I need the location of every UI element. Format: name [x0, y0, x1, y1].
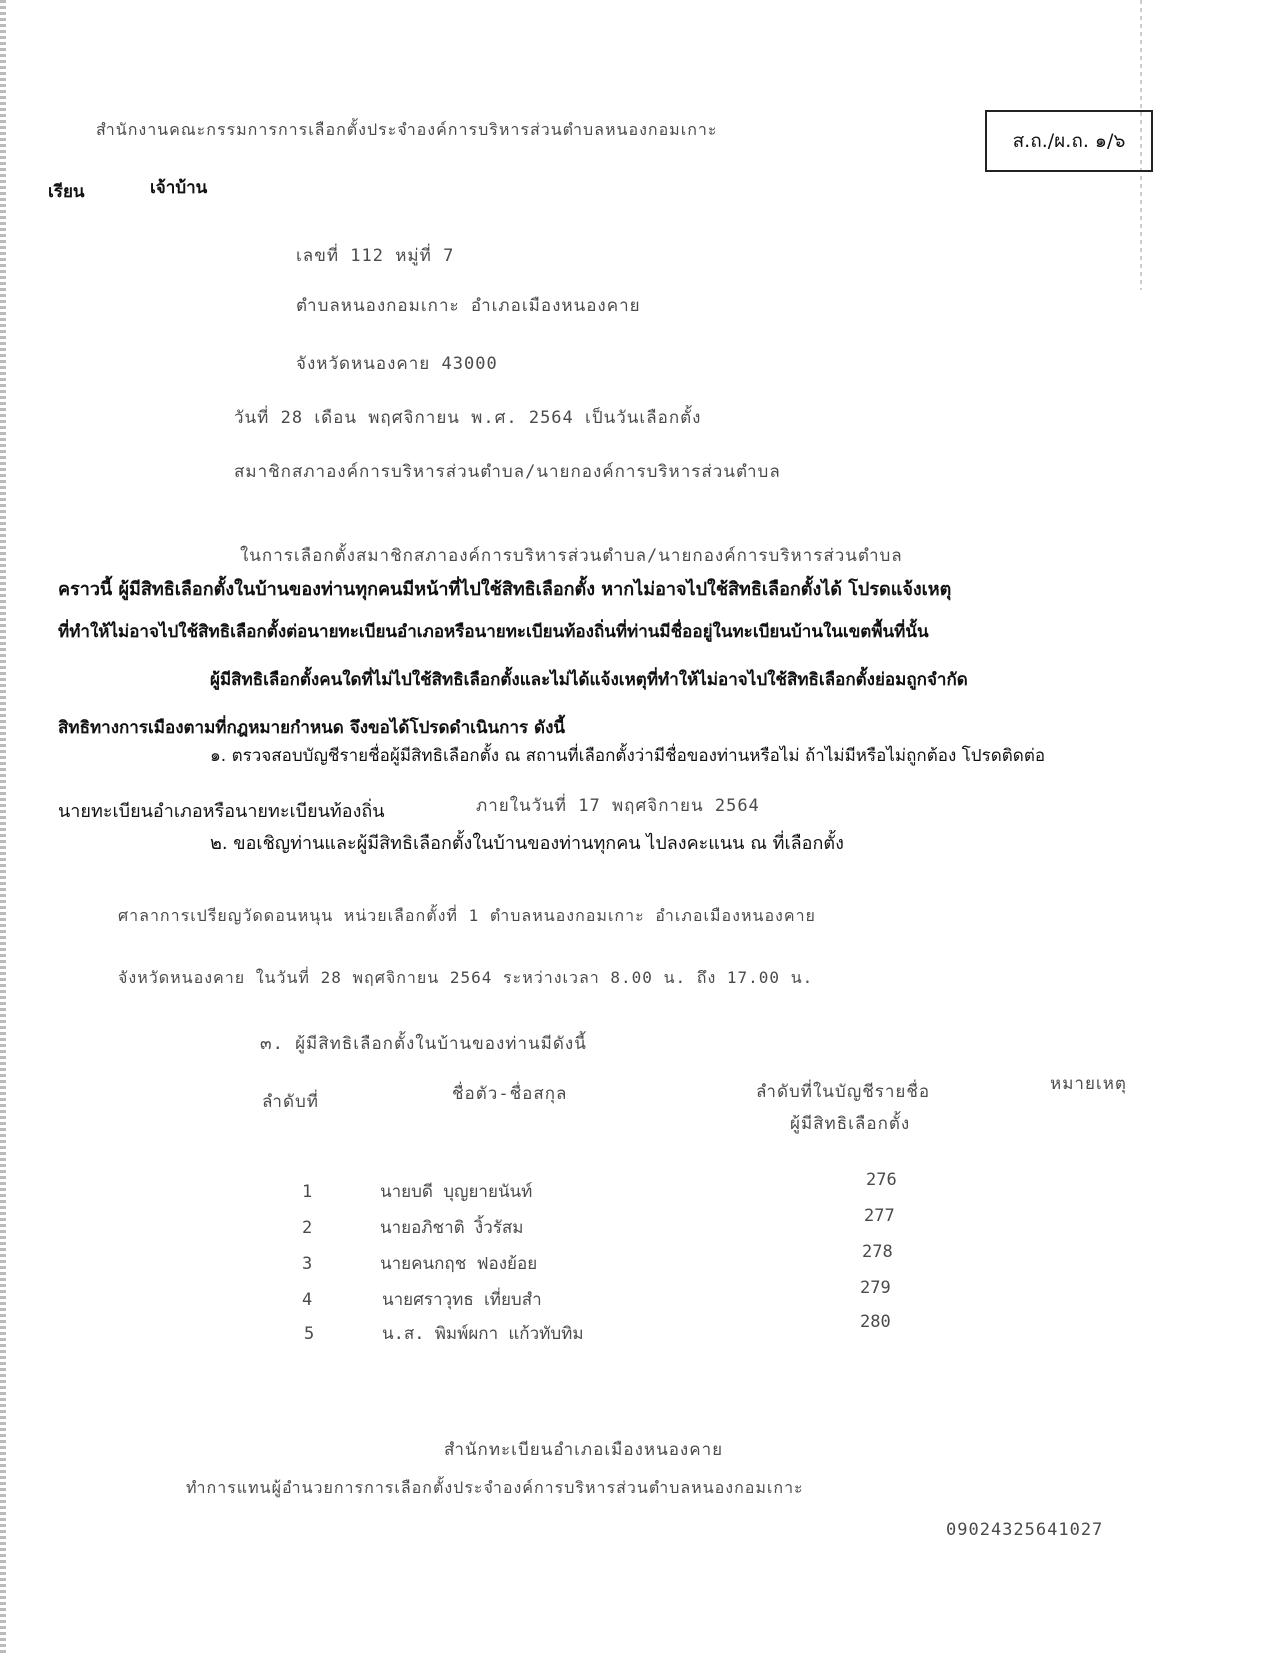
voter-row-number: 4 [302, 1290, 313, 1310]
col-header-no: ลำดับที่ [262, 1092, 320, 1112]
voter-row-number: 2 [302, 1218, 313, 1238]
item1-deadline: ภายในวันที่ 17 พฤศจิกายน 2564 [476, 796, 760, 816]
voter-row-name: นายคนกฤช ฟองย้อย [380, 1254, 538, 1274]
house-line: เลขที่ 112 หมู่ที่ 7 [296, 246, 455, 266]
body-p1-start: ในการเลือกตั้งสมาชิกสภาองค์การบริหารส่วนตำบล/นายกองค์การบริหารส่วนตำบล [240, 546, 903, 566]
voters-heading: ๓. ผู้มีสิทธิเลือกตั้งในบ้านของท่านมีดังนี้ [260, 1034, 587, 1054]
polling-line2: จังหวัดหนองคาย ในวันที่ 28 พฤศจิกายน 2564 ระหว่างเวลา 8.00 น. ถึง 17.00 น. [118, 968, 814, 987]
col-header-list-no-2: ผู้มีสิทธิเลือกตั้ง [790, 1114, 911, 1134]
election-type-line: สมาชิกสภาองค์การบริหารส่วนตำบล/นายกองค์การบริหารส่วนตำบล [234, 462, 781, 482]
voter-row-name: นายอภิชาติ งิ้วรัสม [380, 1218, 524, 1238]
polling-line1: ศาลาการเปรียญวัดดอนหนุน หน่วยเลือกตั้งที่ 1 ตำบลหนองกอมเกาะ อำเภอเมืองหนองคาย [118, 906, 816, 925]
item1-line2-label: นายทะเบียนอำเภอหรือนายทะเบียนท้องถิ่น [58, 801, 385, 822]
document-number: 09024325641027 [946, 1520, 1104, 1540]
addressee-label: เรียน [48, 182, 85, 202]
voter-row-list-number: 276 [866, 1170, 897, 1190]
voter-row-name: น.ส. พิมพ์ผกา แก้วทับทิม [382, 1324, 584, 1344]
election-date-line: วันที่ 28 เดือน พฤศจิกายน พ.ศ. 2564 เป็นวันเลือกตั้ง [234, 408, 702, 428]
voter-row-number: 1 [302, 1182, 313, 1202]
form-code-box [985, 110, 1153, 172]
body-p1-line5: สิทธิทางการเมืองตามที่กฎหมายกำหนด จึงขอได้โปรดดำเนินการ ดังนี้ [58, 718, 566, 738]
item2-line: ๒. ขอเชิญท่านและผู้มีสิทธิเลือกตั้งในบ้านของท่านทุกคน ไปลงคะแนน ณ ที่เลือกตั้ง [210, 833, 844, 854]
province-line: จังหวัดหนองคาย 43000 [296, 354, 498, 374]
col-header-name: ชื่อตัว-ชื่อสกุล [452, 1084, 568, 1104]
item1-line1: ๑. ตรวจสอบบัญชีรายชื่อผู้มีสิทธิเลือกตั้ง ณ สถานที่เลือกตั้งว่ามีชื่อของท่านหรือไม่ ถ้าไม่มีหรือไม่ถูกต้อง โปรดติดต่อ [210, 746, 1046, 766]
footer-registrar: สำนักทะเบียนอำเภอเมืองหนองคาย [444, 1440, 724, 1460]
voter-row-number: 3 [302, 1254, 313, 1274]
voter-row-list-number: 278 [862, 1242, 893, 1262]
body-p1-line3: ที่ทำให้ไม่อาจไปใช้สิทธิเลือกตั้งต่อนายทะเบียนอำเภอหรือนายทะเบียนท้องถิ่นที่ท่านมีชื่ออยู่ในทะเบียนบ้านในเขตพื้นที่นั้น [58, 622, 929, 642]
voter-row-name: นายศราวุทธ เที่ยบสำ [382, 1290, 542, 1310]
form-code: ส.ถ./ผ.ถ. ๑/๖ [1012, 130, 1126, 152]
body-p1-line2: คราวนี้ ผู้มีสิทธิเลือกตั้งในบ้านของท่านทุกคนมีหน้าที่ไปใช้สิทธิเลือกตั้ง หากไม่อาจไปใช้สิทธิเลือกตั้งได้ โปรดแจ้งเหตุ [58, 579, 952, 600]
voter-row-list-number: 277 [864, 1206, 895, 1226]
voter-row-number: 5 [304, 1324, 315, 1344]
body-p1-line4: ผู้มีสิทธิเลือกตั้งคนใดที่ไม่ไปใช้สิทธิเลือกตั้งและไม่ได้แจ้งเหตุที่ทำให้ไม่อาจไปใช้สิทธิเลือกตั้งย่อมถูกจำกัด [210, 670, 968, 690]
voter-row-list-number: 279 [860, 1278, 891, 1298]
scan-edge-left [0, 0, 6, 1656]
footer-acting: ทำการแทนผู้อำนวยการการเลือกตั้งประจำองค์การบริหารส่วนตำบลหนองกอมเกาะ [186, 1478, 804, 1497]
office-heading: สำนักงานคณะกรรมการการเลือกตั้งประจำองค์การบริหารส่วนตำบลหนองกอมเกาะ [96, 120, 718, 139]
addressee-value: เจ้าบ้าน [150, 178, 208, 198]
subdistrict-line: ตำบลหนองกอมเกาะ อำเภอเมืองหนองคาย [296, 296, 641, 316]
col-header-remark: หมายเหตุ [1050, 1074, 1127, 1094]
voter-row-list-number: 280 [860, 1312, 891, 1332]
voter-row-name: นายบดี บุญยายนันท์ [380, 1182, 533, 1202]
col-header-list-no: ลำดับที่ในบัญชีรายชื่อ [756, 1082, 931, 1102]
